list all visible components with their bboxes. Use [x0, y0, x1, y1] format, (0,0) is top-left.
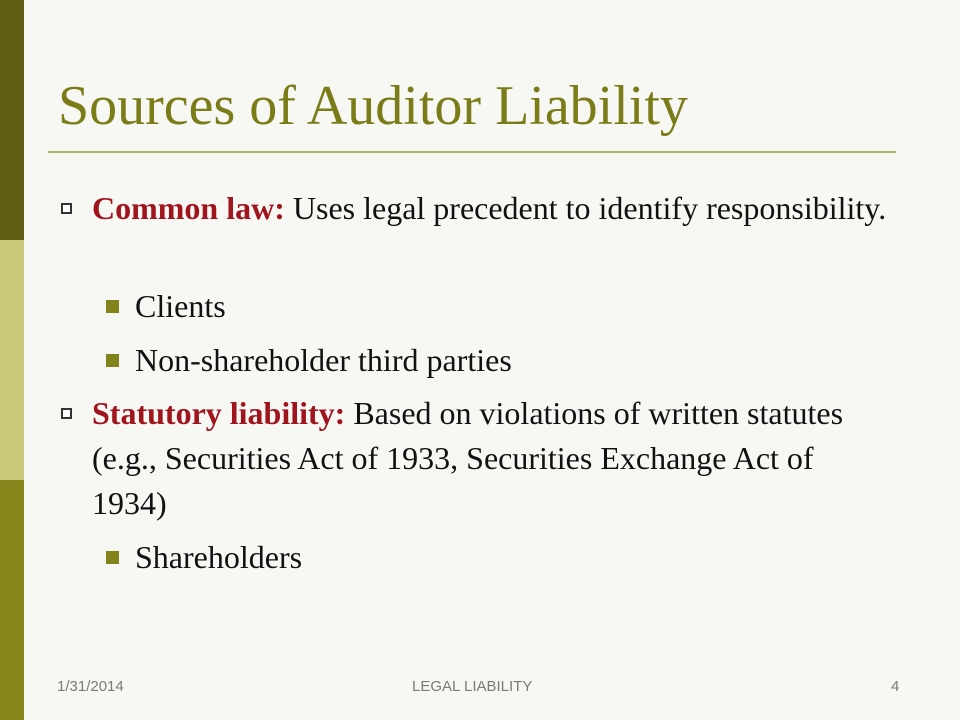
side-bar-olive: [0, 480, 24, 720]
bullet-statutory-liability: [92, 391, 892, 526]
bullet-common-law: [92, 186, 892, 231]
footer-page-number: 4: [891, 678, 900, 695]
sub-bullet-text: Clients: [135, 288, 226, 324]
footer-title: LEGAL LIABILITY: [412, 678, 533, 695]
filled-square-bullet-icon: [106, 551, 119, 564]
sub-bullet-text: Shareholders: [135, 539, 303, 575]
hollow-square-bullet-icon: [61, 203, 72, 214]
footer-date: 1/31/2014: [57, 678, 124, 695]
bullet-text: Uses legal precedent to identify responsibility.: [284, 190, 887, 226]
filled-square-bullet-icon: [106, 354, 119, 367]
sub-bullet-third-parties: [135, 340, 875, 380]
hollow-square-bullet-icon: [61, 408, 72, 419]
sub-bullet-clients: [135, 286, 875, 326]
bullet-term: Common law:: [92, 190, 285, 226]
side-bar-dark: [0, 0, 24, 240]
sub-bullet-shareholders: [135, 537, 875, 577]
side-bar-light: [0, 240, 24, 480]
slide-title: Sources of Auditor Liability: [58, 75, 688, 137]
filled-square-bullet-icon: [106, 300, 119, 313]
sub-bullet-text: Non-shareholder third parties: [135, 342, 512, 378]
bullet-text: Based on violations of written statutes (e.g., Securities Act of 1933, Securities Exchange Act of 1934): [92, 395, 844, 521]
bullet-term: Statutory liability:: [92, 395, 346, 431]
title-divider: [48, 151, 896, 153]
